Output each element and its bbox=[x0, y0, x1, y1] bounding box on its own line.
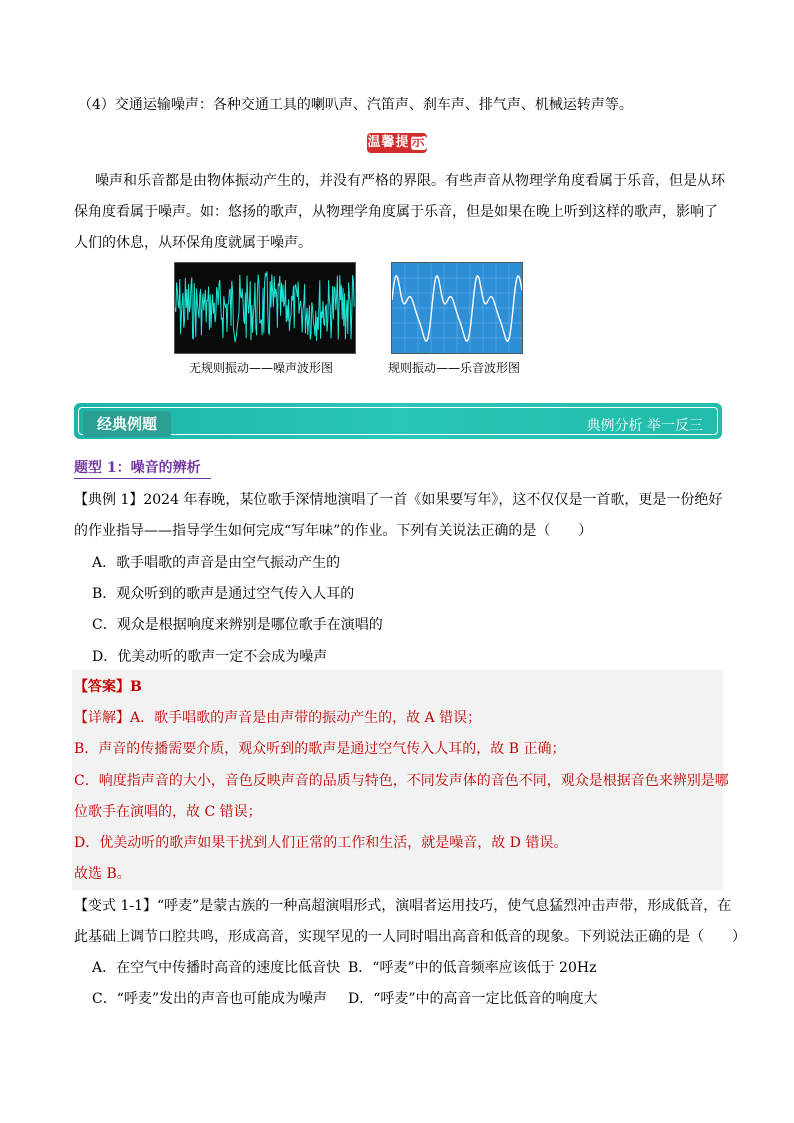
noise-waveform-graphic bbox=[175, 263, 355, 353]
music-waveform-graphic bbox=[392, 263, 522, 353]
variant-1-1-option-b: B．“呼麦”中的低音频率应该低于 20Hz bbox=[348, 960, 597, 976]
example-1-stem-line-1: 【典例 1】2024 年春晚，某位歌手深情地演唱了一首《如果要写年》，这不仅仅是一首歌，更是一份绝好 bbox=[74, 492, 723, 508]
noise-category-item-4: （4）交通运输噪声：各种交通工具的喇叭声、汽笛声、刹车声、排气声、机械运转声等。 bbox=[78, 97, 633, 113]
answer-detail-line-3: C．响度指声音的大小，音色反映声音的品质与特色，不同发声体的音色不同，观众是根据音色来辨别是哪 bbox=[74, 773, 729, 789]
noise-waveform-caption: 无规则振动——噪声波形图 bbox=[189, 361, 334, 375]
answer-conclusion: 故选 B。 bbox=[74, 866, 131, 882]
example-1-option-b: B．观众听到的歌声是通过空气传入人耳的 bbox=[92, 586, 355, 602]
banner-frame bbox=[78, 407, 718, 435]
variant-1-1-stem-line-1: 【变式 1-1】“呼麦”是蒙古族的一种高超演唱形式，演唱者运用技巧，使气息猛烈冲击声带，形成低音，在 bbox=[74, 898, 732, 914]
variant-1-1-option-d: D．“呼麦”中的高音一定比低音的响度大 bbox=[348, 991, 598, 1007]
answer-label: 【答案】B bbox=[74, 679, 142, 695]
example-1-option-d: D．优美动听的歌声一定不会成为噪声 bbox=[92, 649, 328, 665]
variant-1-1-option-c: C．“呼麦”发出的声音也可能成为噪声 bbox=[92, 991, 328, 1007]
answer-detail-line-4: 位歌手在演唱的，故 C 错误； bbox=[74, 804, 262, 820]
noise-waveform-image bbox=[174, 262, 356, 354]
classic-examples-banner bbox=[74, 403, 722, 439]
variant-1-1-stem-line-2: 此基础上调节口腔共鸣，形成高音，实现罕见的一人同时唱出高音和低音的现象。下列说法正确的是（ ） bbox=[74, 929, 746, 945]
tip-paragraph-line-2: 保角度看属于噪声。如：悠扬的歌声，从物理学角度属于乐音，但是如果在晚上听到这样的歌声，影响了 bbox=[74, 204, 718, 220]
question-type-underline bbox=[74, 478, 211, 479]
tip-label: 温馨提 bbox=[367, 135, 410, 150]
example-1-option-c: C．观众是根据响度来辨别是哪位歌手在演唱的 bbox=[92, 617, 383, 633]
tip-paragraph-line-3: 人们的休息，从环保角度就属于噪声。 bbox=[74, 235, 312, 251]
music-waveform-caption: 规则振动——乐音波形图 bbox=[388, 361, 521, 375]
variant-1-1-option-a: A．在空气中传播时高音的速度比低音快 bbox=[92, 960, 341, 976]
answer-detail-line-5: D．优美动听的歌声如果干扰到人们正常的工作和生活，就是噪音，故 D 错误。 bbox=[74, 835, 568, 851]
example-1-option-a: A．歌手唱歌的声音是由空气振动产生的 bbox=[92, 555, 341, 571]
music-waveform-image bbox=[391, 262, 523, 354]
example-1-stem-line-2: 的作业指导——指导学生如何完成“写年味”的作业。下列有关说法正确的是（ ） bbox=[74, 523, 593, 539]
tip-paragraph-line-1: 噪声和乐音都是由物体振动产生的，并没有严格的界限。有些声音从物理学角度看属于乐音，但是从环 bbox=[95, 173, 725, 189]
banner-left-label: 经典例题 bbox=[83, 411, 171, 437]
warm-tip-badge bbox=[367, 133, 427, 153]
question-type-title: 题型 1：噪音的辨析 bbox=[74, 460, 201, 476]
tip-label-last: 示 bbox=[411, 135, 426, 150]
answer-detail-line-2: B．声音的传播需要介质，观众听到的歌声是通过空气传入人耳的，故 B 正确； bbox=[74, 741, 566, 757]
banner-right-label: 典例分析 举一反三 bbox=[586, 418, 703, 434]
answer-detail-line-1: 【详解】A．歌手唱歌的声音是由声带的振动产生的，故 A 错误； bbox=[74, 710, 482, 726]
